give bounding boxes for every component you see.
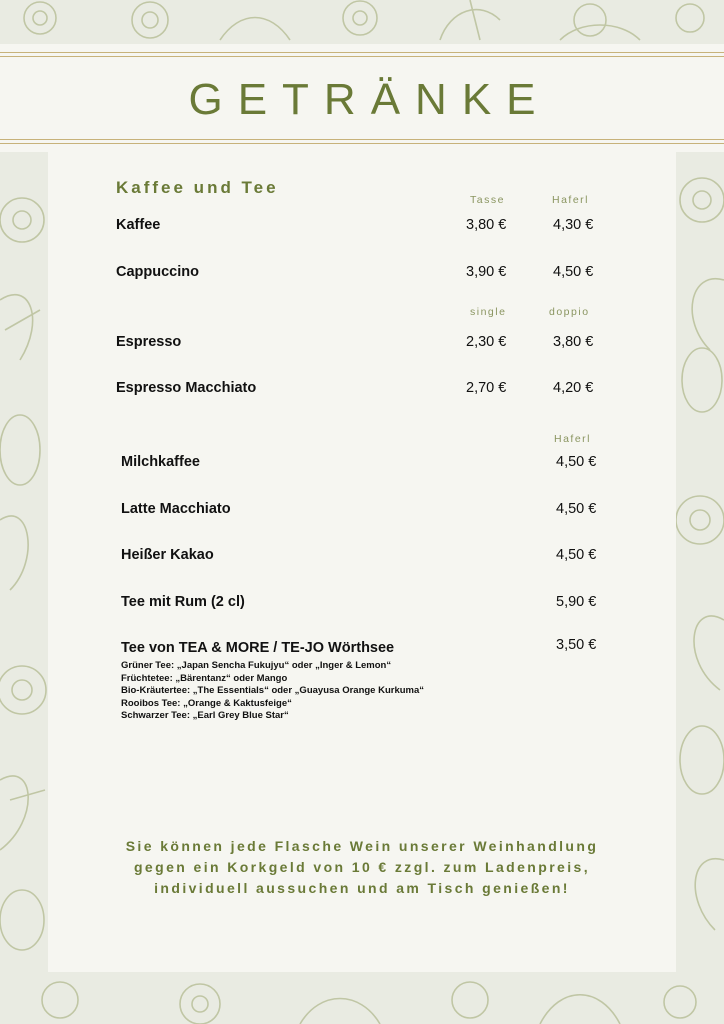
item-name-latte-macchiato: Latte Macchiato bbox=[121, 501, 231, 517]
header-line-bottom-inner bbox=[0, 139, 724, 140]
item-name-espresso-macchiato: Espresso Macchiato bbox=[116, 380, 257, 396]
column-header-doppio: doppio bbox=[549, 306, 590, 318]
tea-detail-line: Rooibos Tee: „Orange & Kaktusfeige“ bbox=[121, 697, 292, 709]
item-name-tee-tea-and-more: Tee von TEA & MORE / TE-JO Wörthsee bbox=[121, 640, 395, 656]
price-cappuccino-haferl: 4,50 € bbox=[553, 264, 594, 280]
notice-line: gegen ein Korkgeld von 10 € zzgl. zum Ladenpreis, bbox=[133, 859, 590, 875]
tea-detail-line: Schwarzer Tee: „Earl Grey Blue Star“ bbox=[121, 710, 289, 721]
notice-line: Sie können jede Flasche Wein unserer Weinhandlung bbox=[125, 838, 599, 854]
column-header-tasse: Tasse bbox=[470, 194, 505, 206]
page-title: GETRÄNKE bbox=[188, 75, 551, 124]
header-line-top-inner bbox=[0, 56, 724, 57]
price-espresso-single: 2,30 € bbox=[466, 334, 507, 350]
header-line-bottom bbox=[0, 143, 724, 144]
tea-detail-line: Grüner Tee: „Japan Sencha Fukujyu“ oder „Inger & Lemon“ bbox=[121, 660, 392, 671]
price-espresso-doppio: 3,80 € bbox=[553, 334, 594, 350]
price-kaffee-haferl: 4,30 € bbox=[553, 217, 594, 233]
price-cappuccino-tasse: 3,90 € bbox=[466, 264, 507, 280]
tea-detail-line: Bio-Kräutertee: „The Essentials“ oder „Guayusa Orange Kurkuma“ bbox=[121, 685, 425, 696]
price-latte-macchiato: 4,50 € bbox=[556, 501, 597, 517]
item-name-milchkaffee: Milchkaffee bbox=[121, 454, 200, 470]
item-name-heisser-kakao: Heißer Kakao bbox=[121, 547, 214, 563]
column-header-single: single bbox=[470, 306, 507, 318]
item-name-espresso: Espresso bbox=[116, 334, 182, 350]
column-header-haferl-2: Haferl bbox=[554, 433, 592, 445]
item-name-cappuccino: Cappuccino bbox=[116, 264, 199, 280]
item-name-kaffee: Kaffee bbox=[116, 217, 161, 233]
tea-detail-line: Früchtetee: „Bärentanz“ oder Mango bbox=[121, 672, 288, 684]
item-name-tee-mit-rum: Tee mit Rum (2 cl) bbox=[121, 594, 245, 610]
section-title: Kaffee und Tee bbox=[116, 178, 279, 197]
column-header-haferl: Haferl bbox=[552, 194, 590, 206]
price-milchkaffee: 4,50 € bbox=[556, 454, 597, 470]
price-tee-mit-rum: 5,90 € bbox=[556, 594, 597, 610]
price-espresso-macchiato-single: 2,70 € bbox=[466, 380, 507, 396]
corkage-notice bbox=[70, 836, 654, 899]
notice-line: individuell aussuchen und am Tisch genießen! bbox=[154, 880, 570, 896]
tea-details-list bbox=[121, 660, 424, 723]
price-espresso-macchiato-doppio: 4,20 € bbox=[553, 380, 594, 396]
price-kaffee-tasse: 3,80 € bbox=[466, 217, 507, 233]
header-line-top bbox=[0, 52, 724, 53]
price-heisser-kakao: 4,50 € bbox=[556, 547, 597, 563]
price-tee-tea-and-more: 3,50 € bbox=[556, 637, 597, 653]
